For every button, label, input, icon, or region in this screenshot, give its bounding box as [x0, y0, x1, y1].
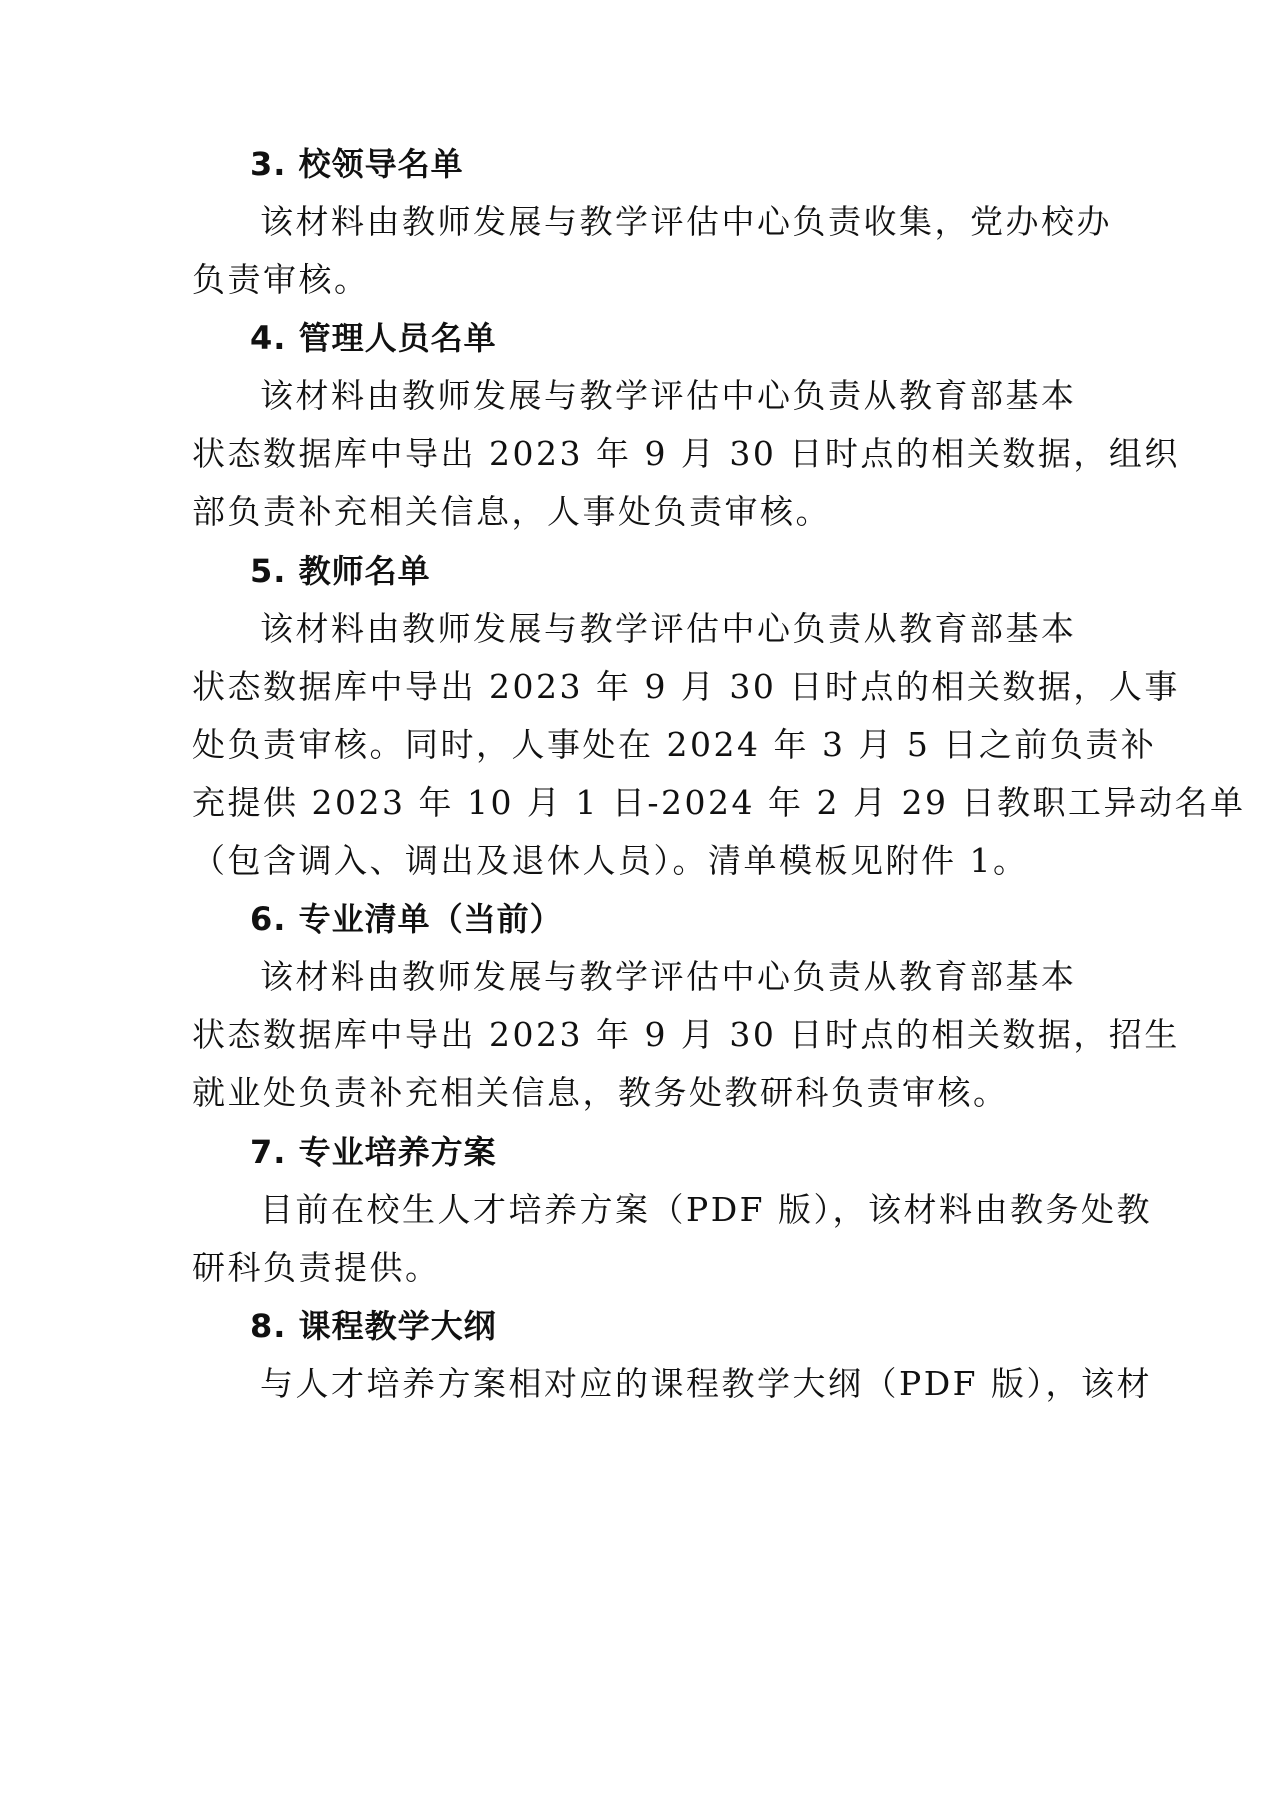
paragraph-line: 该材料由教师发展与教学评估中心负责从教育部基本 [260, 376, 1077, 415]
section-heading-4: 4. 管理人员名单 [250, 319, 497, 357]
section-heading-5: 5. 教师名单 [250, 552, 431, 590]
paragraph-line: 处负责审核。同时，人事处在 2024 年 3 月 5 日之前负责补 [192, 725, 1157, 764]
paragraph-line: 目前在校生人才培养方案（PDF 版），该材料由教务处教 [260, 1190, 1153, 1229]
paragraph-line: 研科负责提供。 [192, 1248, 441, 1287]
section-heading-7: 7. 专业培养方案 [250, 1133, 497, 1171]
paragraph-line: 与人才培养方案相对应的课程教学大纲（PDF 版），该材 [260, 1364, 1153, 1403]
paragraph-line: 负责审核。 [192, 260, 370, 299]
section-heading-3: 3. 校领导名单 [250, 145, 464, 183]
paragraph-line: 就业处负责补充相关信息，教务处教研科负责审核。 [192, 1073, 1009, 1112]
section-heading-8: 8. 课程教学大纲 [250, 1307, 497, 1345]
paragraph-line: 部负责补充相关信息，人事处负责审核。 [192, 492, 831, 531]
paragraph-line: 状态数据库中导出 2023 年 9 月 30 日时点的相关数据，组织 [192, 434, 1180, 473]
paragraph-line: 该材料由教师发展与教学评估中心负责收集，党办校办 [260, 202, 1112, 241]
paragraph-line: 充提供 2023 年 10 月 1 日-2024 年 2 月 29 日教职工异动名单 [192, 783, 1246, 822]
paragraph-line: （包含调入、调出及退休人员）。清单模板见附件 1。 [192, 841, 1029, 880]
section-heading-6: 6. 专业清单（当前） [250, 900, 563, 938]
paragraph-line: 状态数据库中导出 2023 年 9 月 30 日时点的相关数据，人事 [192, 667, 1180, 706]
paragraph-line: 该材料由教师发展与教学评估中心负责从教育部基本 [260, 609, 1077, 648]
paragraph-line: 该材料由教师发展与教学评估中心负责从教育部基本 [260, 957, 1077, 996]
paragraph-line: 状态数据库中导出 2023 年 9 月 30 日时点的相关数据，招生 [192, 1015, 1180, 1054]
